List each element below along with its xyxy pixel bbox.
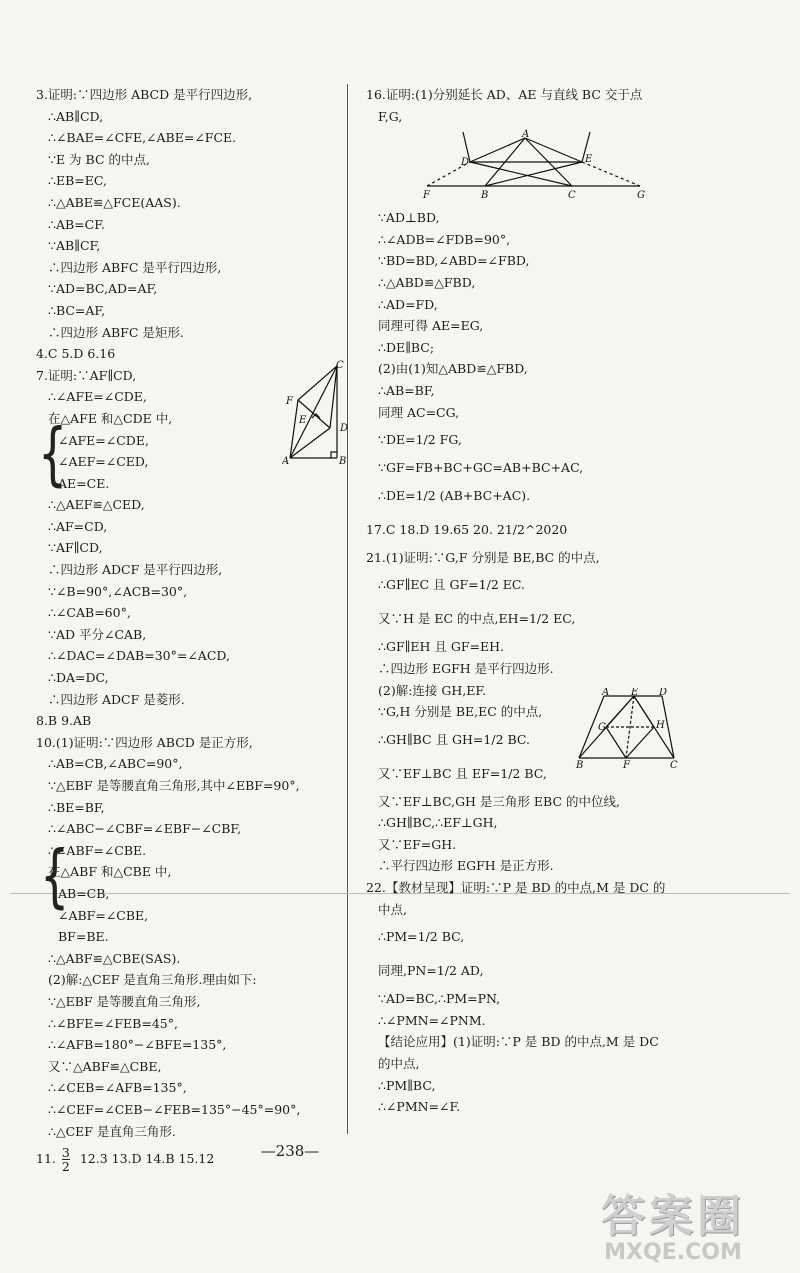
text-line: ∴△ABE≌△FCE(AAS). <box>48 194 181 210</box>
figure-problem-21 <box>574 688 682 770</box>
text-line: ∴AF=CD, <box>48 518 108 534</box>
text-line: ∴四边形 ADCF 是菱形. <box>48 691 185 707</box>
text-line: ∴∠ABF=∠CBE. <box>48 842 147 858</box>
watermark <box>568 1180 778 1265</box>
text-line: ∵AB∥CF, <box>48 238 101 254</box>
text-line: 3.证明:∵四边形 ABCD 是平行四边形, <box>36 87 253 102</box>
text-line: 7.证明:∵AF∥CD, <box>36 367 137 383</box>
fig7-label-B: B <box>339 456 347 467</box>
text-line: 又∵H 是 EC 的中点,EH=1/2 EC, <box>378 611 576 627</box>
text-line: 同理可得 AE=EG, <box>378 318 484 334</box>
text-line: ∵AD=BC,AD=AF, <box>48 281 158 297</box>
text-line: ∠AFE=∠CDE, <box>58 432 149 448</box>
fraction-denominator: 2 <box>61 1159 70 1175</box>
text-line: (2)解:连接 GH,EF. <box>378 682 487 698</box>
text-line: ∴∠PMN=∠F. <box>378 1099 461 1115</box>
text-line: 4.C 5.D 6.16 <box>36 346 116 362</box>
text-line: ∴∠AFE=∠CDE, <box>48 389 147 405</box>
text-line: 【结论应用】(1)证明:∵P 是 BD 的中点,M 是 DC <box>378 1034 659 1050</box>
text-line: ∴△ABF≌△CBE(SAS). <box>48 950 181 966</box>
brace-left-7: { <box>38 412 68 494</box>
text-line: 同理,PN=1/2 AD, <box>378 963 484 979</box>
text-line: ∴∠BFE=∠FEB=45°, <box>48 1015 178 1031</box>
brace-left-10: { <box>40 834 70 916</box>
text-line: ∵GF=FB+BC+GC=AB+BC+AC, <box>378 460 584 476</box>
text-line: 的中点, <box>378 1056 420 1072</box>
fig21-label-G: G <box>598 722 606 733</box>
text-line: (2)解:△CEF 是直角三角形.理由如下: <box>48 972 257 988</box>
text-line: ∴∠DAC=∠DAB=30°=∠ACD, <box>48 648 230 664</box>
text-line: AE=CE. <box>58 475 110 491</box>
fig7-label-E: E <box>299 415 307 426</box>
text-line: ∴∠CAB=60°, <box>48 605 131 621</box>
text-line: ∵AD 平分∠CAB, <box>48 626 147 642</box>
text-line: ∵∠B=90°,∠ACB=30°, <box>48 583 188 599</box>
text-line: 又∵△ABF≌△CBE, <box>48 1058 162 1074</box>
text-line: ∴DE=1/2 (AB+BC+AC). <box>378 487 531 503</box>
text-line: ∴四边形 EGFH 是平行四边形. <box>378 660 554 676</box>
fig16-label-F: F <box>423 190 430 201</box>
text-line: ∴∠CEB=∠AFB=135°, <box>48 1080 187 1096</box>
text-line: ∴四边形 ABFC 是平行四边形, <box>48 259 222 275</box>
watermark-site: MXQE.COM <box>604 1240 742 1265</box>
text-line: ∵△EBF 是等腰直角三角形,其中∠EBF=90°, <box>48 778 300 793</box>
text-line: 8.B 9.AB <box>36 713 92 729</box>
fig7-label-F: F <box>286 396 293 407</box>
answer-rest: 12.3 13.D 14.B 15.12 <box>79 1151 215 1167</box>
right-column <box>366 84 686 1118</box>
fig16-label-C: C <box>568 190 576 201</box>
fig21-label-E: E <box>631 688 639 698</box>
text-line: ∠AEF=∠CED, <box>58 454 149 470</box>
text-line: ∴BC=AF, <box>48 302 106 318</box>
text-line: ∴EB=EC, <box>48 173 107 189</box>
text-line: F,G, <box>378 108 403 124</box>
text-line: ∴∠PMN=∠PNM. <box>378 1012 486 1028</box>
page-number: —238— <box>260 1142 320 1160</box>
fig21-label-H: H <box>656 720 665 731</box>
text-line: (2)由(1)知△ABD≌△FBD, <box>378 361 528 377</box>
fig7-label-C: C <box>336 360 344 371</box>
text-line: 中点, <box>378 901 407 917</box>
text-line: 22.【教材呈现】证明:∵P 是 BD 的中点,M 是 DC 的 <box>366 880 666 896</box>
figure-problem-7 <box>282 360 352 470</box>
figure-problem-16 <box>415 128 650 204</box>
text-line: ∵E 为 BC 的中点, <box>48 151 150 167</box>
text-line: BF=BE. <box>58 929 109 945</box>
text-line: ∴DA=DC, <box>48 670 109 686</box>
text-line: ∵BD=BD,∠ABD=∠FBD, <box>378 253 530 269</box>
fig7-label-A: A <box>282 456 290 467</box>
fig7-label-D: D <box>340 423 349 434</box>
text-line: ∴△ABD≌△FBD, <box>378 274 476 290</box>
text-line: 在△ABF 和△CBE 中, <box>48 864 172 880</box>
text-line: ∴GF∥EC 且 GF=1/2 EC. <box>378 577 525 593</box>
text-line: ∴AB=CB,∠ABC=90°, <box>48 756 183 772</box>
fig16-label-G: G <box>637 190 645 201</box>
text-line: 在△AFE 和△CDE 中, <box>48 410 173 426</box>
text-line: ∴四边形 ABFC 是矩形. <box>48 324 184 340</box>
fig21-label-B: B <box>576 760 584 770</box>
fraction-numerator: 3 <box>61 1145 70 1161</box>
text-line: ∴∠ADB=∠FDB=90°, <box>378 231 511 247</box>
text-line: ∵G,H 分别是 BE,EC 的中点, <box>378 704 543 720</box>
text-line: ∴△CEF 是直角三角形. <box>48 1123 176 1139</box>
fig16-label-E: E <box>585 154 593 165</box>
text-line: 又∵EF=GH. <box>378 836 457 852</box>
text-line: ∴GF∥EH 且 GF=EH. <box>378 639 504 655</box>
text-line: ∴AD=FD, <box>378 296 438 312</box>
text-line: AB=CB, <box>58 885 110 901</box>
text-line: ∴∠AFB=180°−∠BFE=135°, <box>48 1037 227 1053</box>
text-line: ∵DE=1/2 FG, <box>378 432 462 448</box>
fig21-label-C: C <box>670 760 678 770</box>
text-line: ∴DE∥BC; <box>378 339 435 355</box>
text-line: ∴PM∥BC, <box>378 1077 436 1093</box>
text-line: ∵AF∥CD, <box>48 540 103 556</box>
text-line: ∴PM=1/2 BC, <box>378 929 465 945</box>
text-line: 10.(1)证明:∵四边形 ABCD 是正方形, <box>36 734 253 750</box>
fig21-label-F: F <box>623 760 630 770</box>
fig16-label-A: A <box>522 129 530 140</box>
text-line: 16.证明:(1)分别延长 AD、AE 与直线 BC 交于点 <box>366 87 643 102</box>
fig16-label-B: B <box>481 190 489 201</box>
text-line: ∴∠BAE=∠CFE,∠ABE=∠FCE. <box>48 130 237 146</box>
answer-prefix: 11. <box>36 1151 56 1167</box>
text-line: ∴BE=BF, <box>48 799 105 815</box>
text-line: ∴∠CEF=∠CEB−∠FEB=135°−45°=90°, <box>48 1101 301 1117</box>
text-line: ∵AD=BC,∴PM=PN, <box>378 991 501 1007</box>
text-line: ∴∠ABC−∠CBF=∠EBF−∠CBF, <box>48 821 242 837</box>
text-line: ∴△AEF≌△CED, <box>48 497 145 513</box>
text-line: ∴四边形 ADCF 是平行四边形, <box>48 562 223 578</box>
column-divider <box>347 84 348 1134</box>
text-line: ∴AB=CF. <box>48 216 105 232</box>
text-line: ∴GH∥BC,∴EF⊥GH, <box>378 815 498 831</box>
text-line: 17.C 18.D 19.65 20. 21/2^2020 <box>366 521 568 537</box>
text-line: ∵AD⊥BD, <box>378 210 440 226</box>
fig16-label-D: D <box>461 157 470 168</box>
left-column <box>36 84 341 1176</box>
text-line: 21.(1)证明:∵G,F 分别是 BE,BC 的中点, <box>366 549 600 565</box>
fig21-label-A: A <box>602 688 610 698</box>
text-line: ∴GH∥BC 且 GH=1/2 BC. <box>378 731 531 747</box>
watermark-logo: 答案圈 <box>601 1191 745 1242</box>
text-line: 又∵EF⊥BC,GH 是三角形 EBC 的中位线, <box>378 793 620 809</box>
text-line: ∴AB=BF, <box>378 382 435 398</box>
fig21-label-D: D <box>659 688 668 698</box>
text-line: ∵△EBF 是等腰直角三角形, <box>48 993 201 1009</box>
text-line: 又∵EF⊥BC 且 EF=1/2 BC, <box>378 765 547 781</box>
text-line: ∴平行四边形 EGFH 是正方形. <box>378 858 554 874</box>
text-line: ∠ABF=∠CBE, <box>58 907 149 923</box>
text-line: ∴AB∥CD, <box>48 108 104 124</box>
text-line: 同理 AC=CG, <box>378 404 460 420</box>
